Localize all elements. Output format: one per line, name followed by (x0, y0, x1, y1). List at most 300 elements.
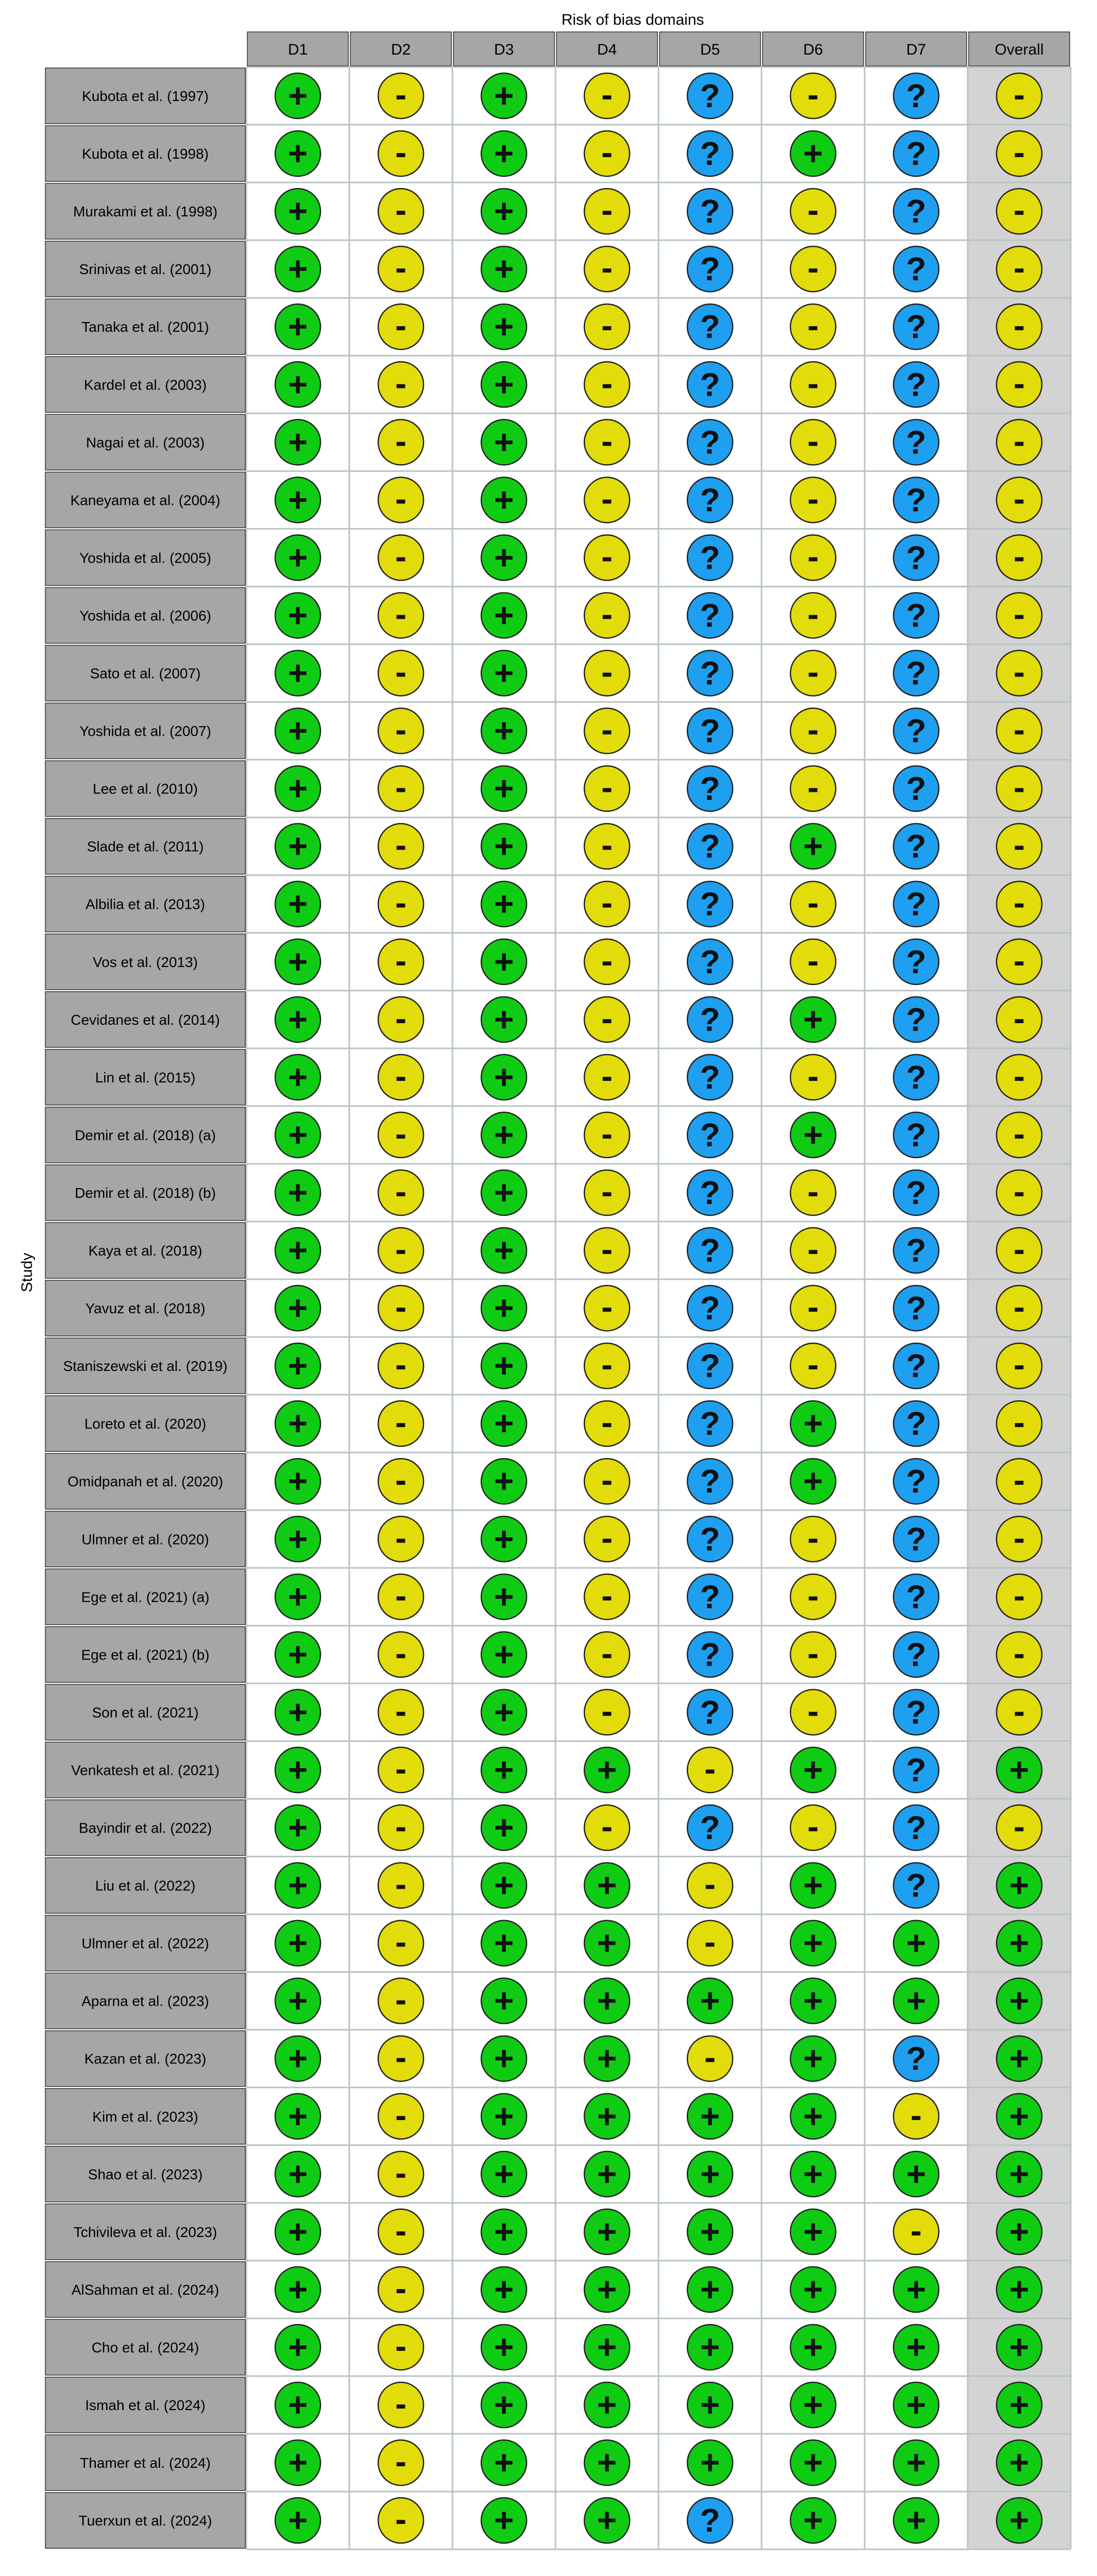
judgement-symbol: - (1014, 1230, 1025, 1268)
judgement-symbol: + (494, 942, 514, 980)
judgement-symbol: + (803, 2212, 823, 2250)
judgement-symbol: + (803, 1750, 823, 1789)
judgement-symbol: ? (700, 827, 720, 865)
judgement-symbol: - (395, 2442, 407, 2481)
judgement-symbol: - (1014, 941, 1025, 979)
judgement-symbol: - (395, 2211, 407, 2249)
judgement-symbol: + (288, 1923, 308, 1962)
judgement-symbol: - (704, 1749, 716, 1788)
judgement-symbol: ? (906, 539, 926, 577)
judgement-symbol: + (494, 307, 514, 346)
column-header-label: D7 (906, 41, 926, 58)
study-label: Lin et al. (2015) (95, 1069, 196, 1086)
judgement-symbol: + (288, 365, 308, 403)
judgement-symbol: ? (700, 1174, 720, 1211)
judgement-symbol: + (288, 1289, 308, 1327)
judgement-symbol: + (288, 596, 308, 634)
judgement-symbol: + (494, 2385, 514, 2424)
judgement-symbol: ? (906, 1058, 926, 1096)
judgement-symbol: - (395, 248, 407, 287)
judgement-symbol: + (494, 1231, 514, 1269)
judgement-symbol: - (395, 595, 407, 633)
judgement-symbol: - (601, 364, 613, 402)
judgement-symbol: ? (700, 885, 720, 923)
judgement-symbol: + (494, 2039, 514, 2077)
judgement-symbol: + (803, 134, 823, 173)
judgement-symbol: - (395, 2326, 407, 2365)
judgement-symbol: - (395, 825, 407, 864)
judgement-symbol: - (601, 710, 613, 749)
judgement-symbol: - (601, 1461, 613, 1499)
judgement-symbol: ? (700, 423, 720, 461)
judgement-symbol: - (395, 1691, 407, 1730)
judgement-symbol: + (494, 653, 514, 692)
judgement-symbol: ? (906, 1520, 926, 1558)
judgement-symbol: - (601, 1172, 613, 1210)
judgement-symbol: + (803, 1981, 823, 2020)
study-label: Demir et al. (2018) (a) (75, 1127, 216, 1143)
judgement-symbol: ? (700, 597, 720, 634)
judgement-symbol: - (1014, 421, 1025, 460)
judgement-symbol: - (395, 1230, 407, 1268)
judgement-symbol: + (494, 192, 514, 230)
judgement-symbol: + (494, 365, 514, 403)
study-label: Yoshida et al. (2006) (79, 607, 211, 624)
judgement-symbol: + (288, 249, 308, 288)
judgement-symbol: ? (906, 366, 926, 403)
judgement-symbol: + (494, 1750, 514, 1789)
judgement-symbol: - (910, 2095, 922, 2134)
judgement-symbol: + (494, 2269, 514, 2308)
judgement-symbol: - (1014, 1345, 1025, 1384)
judgement-symbol: + (288, 1577, 308, 1616)
study-label: Loreto et al. (2020) (84, 1416, 207, 1432)
judgement-symbol: ? (906, 193, 926, 230)
judgement-symbol: + (597, 2443, 617, 2482)
judgement-symbol: + (494, 1404, 514, 1443)
judgement-symbol: - (704, 2038, 716, 2076)
judgement-symbol: ? (700, 1463, 720, 1500)
judgement-symbol: - (807, 537, 819, 575)
judgement-symbol: - (601, 1403, 613, 1442)
judgement-symbol: + (906, 2443, 926, 2482)
judgement-symbol: - (601, 1634, 613, 1672)
judgement-symbol: + (288, 1231, 308, 1269)
judgement-symbol: - (807, 710, 819, 749)
judgement-symbol: ? (906, 827, 926, 865)
judgement-symbol: ? (906, 1001, 926, 1038)
judgement-symbol: - (395, 1056, 407, 1095)
study-label: Shao et al. (2023) (88, 2166, 203, 2182)
study-label: Aparna et al. (2023) (81, 1993, 209, 2009)
judgement-symbol: + (803, 2385, 823, 2424)
judgement-symbol: ? (700, 366, 720, 403)
judgement-symbol: - (601, 998, 613, 1037)
judgement-symbol: + (288, 2154, 308, 2193)
judgement-symbol: + (494, 1115, 514, 1154)
study-label: Vos et al. (2013) (93, 954, 198, 970)
judgement-symbol: ? (906, 77, 926, 115)
column-header-label: D2 (391, 41, 411, 58)
judgement-symbol: + (906, 2269, 926, 2308)
study-label: Venkatesh et al. (2021) (71, 1762, 220, 1778)
judgement-symbol: ? (906, 1174, 926, 1211)
judgement-symbol: - (1014, 1807, 1025, 1845)
judgement-symbol: ? (700, 654, 720, 692)
judgement-symbol: + (494, 480, 514, 519)
study-label: Ismah et al. (2024) (85, 2397, 206, 2414)
judgement-symbol: + (700, 2269, 720, 2308)
judgement-symbol: - (807, 75, 819, 114)
judgement-symbol: + (803, 2327, 823, 2366)
judgement-symbol: - (601, 1518, 613, 1557)
study-label: Yavuz et al. (2018) (85, 1300, 206, 1317)
judgement-symbol: ? (906, 250, 926, 288)
judgement-symbol: + (288, 2385, 308, 2424)
judgement-symbol: - (1014, 595, 1025, 633)
judgement-symbol: ? (906, 1751, 926, 1789)
judgement-symbol: + (597, 2096, 617, 2135)
judgement-symbol: - (1014, 191, 1025, 229)
judgement-symbol: + (288, 192, 308, 230)
judgement-symbol: ? (906, 885, 926, 923)
column-header-label: D5 (700, 41, 720, 58)
judgement-symbol: + (597, 2269, 617, 2308)
judgement-symbol: + (906, 2385, 926, 2424)
judgement-symbol: + (288, 1635, 308, 1673)
judgement-symbol: - (395, 364, 407, 402)
judgement-symbol: + (597, 1923, 617, 1962)
judgement-symbol: - (395, 75, 407, 114)
judgement-symbol: + (288, 884, 308, 923)
study-label: Yoshida et al. (2007) (79, 723, 211, 739)
judgement-symbol: - (1014, 1691, 1025, 1730)
study-label: Tuerxun et al. (2024) (78, 2513, 212, 2529)
study-label: Ege et al. (2021) (b) (81, 1647, 210, 1663)
judgement-symbol: + (803, 2443, 823, 2482)
judgement-symbol: - (395, 941, 407, 979)
judgement-symbol: + (288, 2212, 308, 2250)
judgement-symbol: + (700, 2327, 720, 2366)
judgement-symbol: ? (906, 1578, 926, 1616)
judgement-symbol: + (288, 999, 308, 1038)
study-label: Lee et al. (2010) (93, 781, 198, 797)
judgement-symbol: - (807, 191, 819, 229)
judgement-symbol: ? (700, 250, 720, 288)
risk-table (45, 32, 1071, 2549)
judgement-symbol: - (1014, 1287, 1025, 1326)
judgement-symbol: + (597, 2385, 617, 2424)
judgement-symbol: - (601, 537, 613, 575)
judgement-symbol: + (597, 2039, 617, 2077)
judgement-symbol: - (601, 133, 613, 172)
judgement-symbol: + (288, 2096, 308, 2135)
judgement-symbol: + (803, 2039, 823, 2077)
study-label: Srinivas et al. (2001) (79, 261, 212, 278)
judgement-symbol: + (288, 1519, 308, 1558)
judgement-symbol: + (494, 1173, 514, 1211)
judgement-symbol: - (395, 1461, 407, 1499)
judgement-symbol: - (395, 2268, 407, 2307)
column-header-label: D1 (288, 41, 308, 58)
study-label: Cho et al. (2024) (91, 2339, 199, 2355)
judgement-symbol: - (1014, 1634, 1025, 1672)
judgement-symbol: + (597, 2501, 617, 2539)
judgement-symbol: - (807, 1172, 819, 1210)
judgement-symbol: - (807, 421, 819, 460)
judgement-symbol: + (1009, 2212, 1030, 2250)
judgement-symbol: ? (700, 1520, 720, 1558)
judgement-symbol: - (395, 1634, 407, 1672)
judgement-symbol: + (1009, 2327, 1030, 2366)
study-label: Sato et al. (2007) (90, 665, 201, 682)
judgement-symbol: - (1014, 1172, 1025, 1210)
judgement-symbol: + (700, 2212, 720, 2250)
judgement-symbol: ? (906, 2040, 926, 2077)
judgement-symbol: ? (906, 481, 926, 519)
judgement-symbol: + (288, 2501, 308, 2539)
judgement-symbol: + (494, 2501, 514, 2539)
judgement-symbol: ? (700, 1578, 720, 1616)
judgement-symbol: + (494, 826, 514, 865)
judgement-symbol: + (803, 1462, 823, 1500)
judgement-symbol: + (906, 1923, 926, 1962)
study-label: Omidpanah et al. (2020) (67, 1473, 223, 1490)
judgement-symbol: - (395, 768, 407, 806)
judgement-symbol: ? (906, 1636, 926, 1673)
judgement-symbol: ? (700, 943, 720, 980)
study-label: Staniszewski et al. (2019) (63, 1358, 228, 1375)
judgement-symbol: + (288, 2327, 308, 2366)
judgement-symbol: - (1014, 710, 1025, 749)
judgement-symbol: + (700, 1981, 720, 2020)
judgement-symbol: - (1014, 537, 1025, 575)
judgement-symbol: + (494, 884, 514, 923)
judgement-symbol: - (395, 2500, 407, 2538)
judgement-symbol: - (807, 941, 819, 979)
judgement-symbol: - (807, 1807, 819, 1845)
judgement-symbol: + (494, 2096, 514, 2135)
judgement-symbol: - (395, 479, 407, 518)
judgement-symbol: + (700, 2096, 720, 2135)
judgement-symbol: - (601, 191, 613, 229)
judgement-symbol: + (494, 1462, 514, 1500)
judgement-symbol: + (288, 1981, 308, 2020)
judgement-symbol: - (395, 191, 407, 229)
judgement-symbol: + (494, 711, 514, 750)
judgement-symbol: - (395, 537, 407, 575)
judgement-symbol: ? (700, 712, 720, 750)
column-header-label: Overall (994, 41, 1044, 58)
judgement-symbol: + (288, 1115, 308, 1154)
judgement-symbol: - (1014, 133, 1025, 172)
study-label: AlSahman et al. (2024) (71, 2281, 220, 2298)
judgement-symbol: - (601, 306, 613, 345)
judgement-symbol: + (288, 711, 308, 750)
judgement-symbol: - (807, 768, 819, 806)
judgement-symbol: + (1009, 2501, 1030, 2539)
judgement-symbol: - (395, 1403, 407, 1442)
judgement-symbol: + (494, 1923, 514, 1962)
judgement-symbol: - (1014, 306, 1025, 345)
judgement-symbol: - (601, 1287, 613, 1326)
judgement-symbol: + (494, 1981, 514, 2020)
judgement-symbol: ? (700, 308, 720, 346)
judgement-symbol: + (1009, 2154, 1030, 2193)
judgement-symbol: ? (906, 1232, 926, 1269)
judgement-symbol: + (1009, 1981, 1030, 2020)
judgement-symbol: - (601, 248, 613, 287)
judgement-symbol: - (1014, 248, 1025, 287)
judgement-symbol: - (601, 595, 613, 633)
judgement-symbol: + (1009, 2096, 1030, 2135)
judgement-symbol: + (494, 999, 514, 1038)
judgement-symbol: + (288, 422, 308, 461)
judgement-symbol: + (288, 1808, 308, 1846)
judgement-symbol: - (395, 421, 407, 460)
judgement-symbol: + (494, 2212, 514, 2250)
judgement-symbol: ? (906, 135, 926, 173)
judgement-symbol: + (1009, 1750, 1030, 1789)
judgement-symbol: + (494, 1866, 514, 1904)
judgement-symbol: + (494, 1519, 514, 1558)
judgement-symbol: ? (700, 1116, 720, 1154)
judgement-symbol: + (288, 134, 308, 173)
judgement-symbol: + (597, 1750, 617, 1789)
judgement-symbol: + (288, 826, 308, 865)
judgement-symbol: + (288, 653, 308, 692)
judgement-symbol: + (906, 1981, 926, 2020)
judgement-symbol: ? (700, 1636, 720, 1673)
judgement-symbol: - (1014, 768, 1025, 806)
judgement-symbol: ? (906, 1290, 926, 1327)
judgement-symbol: + (288, 942, 308, 980)
judgement-symbol: ? (906, 654, 926, 692)
study-label: Albilia et al. (2013) (86, 896, 205, 912)
judgement-symbol: ? (906, 597, 926, 634)
judgement-symbol: - (807, 1634, 819, 1672)
judgement-symbol: + (494, 2327, 514, 2366)
judgement-symbol: - (395, 2095, 407, 2134)
judgement-symbol: + (288, 2269, 308, 2308)
study-label: Bayindir et al. (2022) (78, 1820, 212, 1836)
judgement-symbol: + (906, 2327, 926, 2366)
judgement-symbol: + (288, 1866, 308, 1904)
judgement-symbol: ? (906, 770, 926, 807)
judgement-symbol: - (1014, 883, 1025, 922)
judgement-symbol: + (803, 2501, 823, 2539)
judgement-symbol: - (601, 1345, 613, 1384)
judgement-symbol: - (1014, 1403, 1025, 1442)
judgement-symbol: - (395, 1749, 407, 1788)
judgement-symbol: - (601, 1691, 613, 1730)
study-label: Kim et al. (2023) (92, 2108, 198, 2125)
judgement-symbol: - (704, 1865, 716, 1903)
column-header-label: D3 (494, 41, 514, 58)
study-label: Slade et al. (2011) (87, 838, 204, 855)
study-label: Tchivileva et al. (2023) (73, 2224, 217, 2240)
judgement-symbol: - (807, 1230, 819, 1268)
judgement-symbol: - (395, 1576, 407, 1615)
judgement-symbol: + (494, 134, 514, 173)
judgement-symbol: - (807, 1287, 819, 1326)
judgement-symbol: - (395, 1345, 407, 1384)
judgement-symbol: - (807, 1691, 819, 1730)
judgement-symbol: - (1014, 825, 1025, 864)
judgement-symbol: + (597, 1981, 617, 2020)
judgement-symbol: + (1009, 1866, 1030, 1904)
judgement-symbol: ? (700, 193, 720, 230)
judgement-symbol: - (807, 306, 819, 345)
judgement-symbol: - (395, 306, 407, 345)
judgement-symbol: + (1009, 2443, 1030, 2482)
judgement-symbol: - (395, 652, 407, 691)
judgement-symbol: + (803, 1866, 823, 1904)
judgement-symbol: - (395, 710, 407, 749)
judgement-symbol: + (494, 249, 514, 288)
study-label: Cevidanes et al. (2014) (71, 1011, 220, 1028)
judgement-symbol: ? (700, 1058, 720, 1096)
judgement-symbol: + (494, 1692, 514, 1731)
study-label: Kaneyama et al. (2004) (70, 492, 221, 509)
judgement-symbol: - (807, 364, 819, 402)
study-label: Son et al. (2021) (92, 1704, 199, 1721)
judgement-symbol: ? (700, 1405, 720, 1443)
judgement-symbol: + (288, 1404, 308, 1443)
study-label: Kazan et al. (2023) (84, 2050, 207, 2067)
judgement-symbol: - (807, 479, 819, 518)
judgement-symbol: + (803, 1115, 823, 1154)
judgement-symbol: + (494, 1635, 514, 1673)
judgement-symbol: ? (700, 1693, 720, 1731)
judgement-symbol: - (1014, 652, 1025, 691)
judgement-symbol: + (494, 1346, 514, 1385)
study-label: Kaya et al. (2018) (88, 1243, 202, 1259)
judgement-symbol: ? (700, 539, 720, 577)
judgement-symbol: + (1009, 2385, 1030, 2424)
judgement-symbol: + (597, 2154, 617, 2193)
study-label: Kubota et al. (1997) (82, 88, 209, 105)
judgement-symbol: ? (700, 481, 720, 519)
judgement-symbol: - (395, 1114, 407, 1153)
judgement-symbol: ? (700, 1347, 720, 1385)
judgement-symbol: - (395, 1518, 407, 1557)
judgement-symbol: + (597, 2212, 617, 2250)
judgement-symbol: ? (906, 308, 926, 346)
judgement-symbol: - (395, 2153, 407, 2192)
judgement-symbol: ? (700, 1809, 720, 1846)
judgement-symbol: + (494, 2154, 514, 2193)
judgement-symbol: + (906, 2501, 926, 2539)
judgement-symbol: - (1014, 1461, 1025, 1499)
judgement-symbol: + (288, 1173, 308, 1211)
study-label: Ulmner et al. (2020) (81, 1531, 209, 1548)
judgement-symbol: + (288, 1692, 308, 1731)
judgement-symbol: - (395, 1922, 407, 1961)
judgement-symbol: - (601, 75, 613, 114)
judgement-symbol: - (601, 768, 613, 806)
judgement-symbol: - (807, 1576, 819, 1615)
judgement-symbol: + (494, 1057, 514, 1096)
judgement-symbol: + (288, 76, 308, 115)
study-label: Kubota et al. (1998) (82, 146, 209, 162)
judgement-symbol: - (807, 595, 819, 633)
judgement-symbol: - (807, 1056, 819, 1095)
study-label: Tanaka et al. (2001) (81, 319, 209, 335)
judgement-symbol: - (601, 883, 613, 922)
judgement-symbol: - (1014, 479, 1025, 518)
judgement-symbol: - (601, 421, 613, 460)
